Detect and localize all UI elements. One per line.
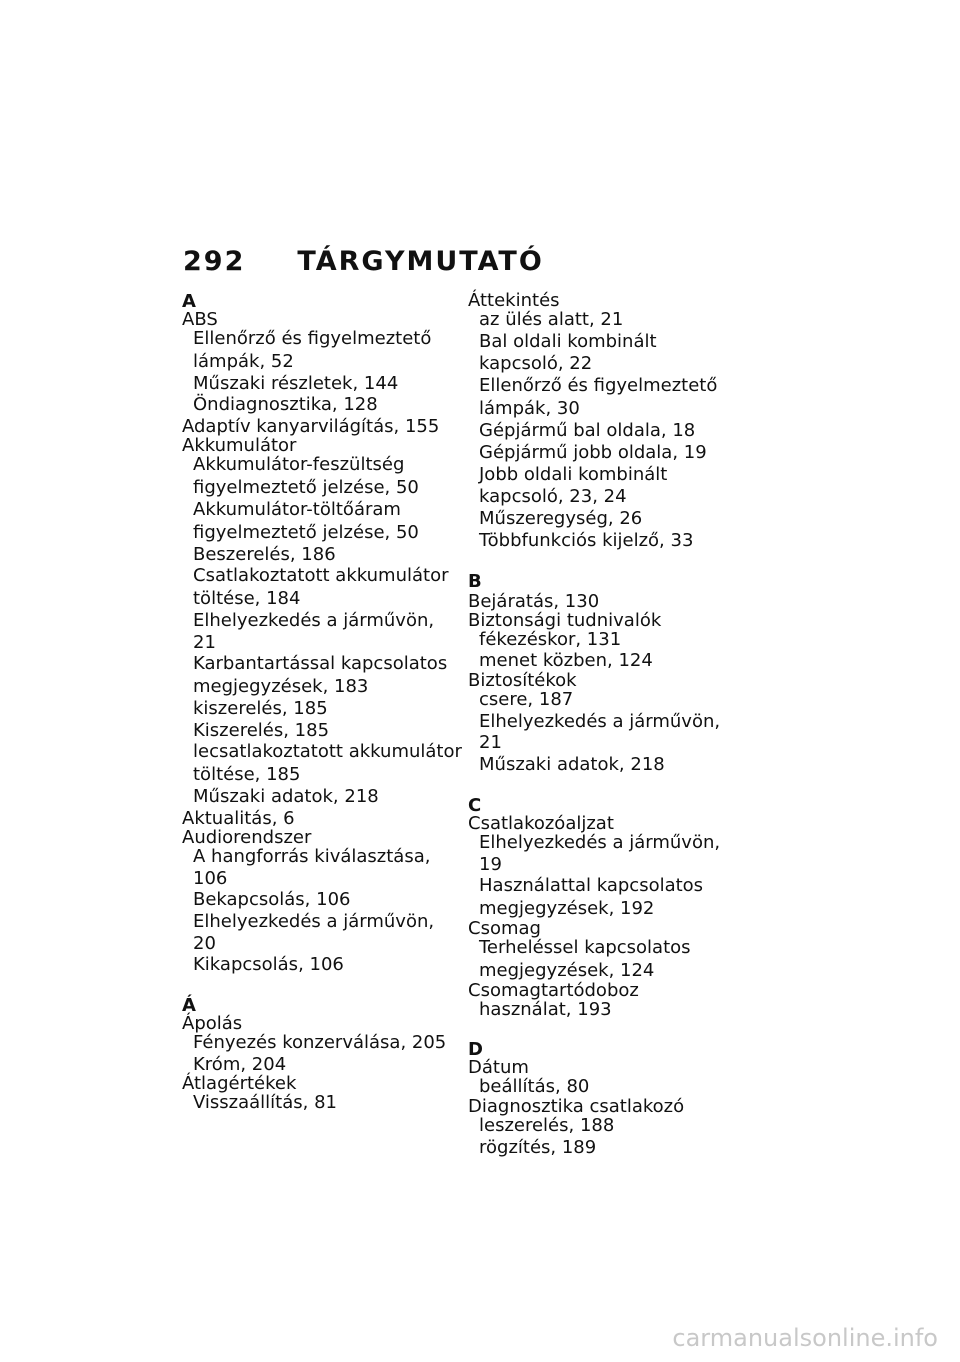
index-subentry: Műszeregység, 26 (479, 508, 643, 530)
index-subentry: lámpák, 52 (193, 350, 294, 372)
index-subentry: fékezéskor, 131 (479, 628, 622, 650)
index-subentry: leszerelés, 188 (479, 1115, 615, 1137)
index-term: Adaptív kanyarvilágítás, 155 (182, 416, 440, 438)
index-subentry: kapcsoló, 23, 24 (479, 486, 627, 508)
index-subentry: Ellenőrző és figyelmeztető (479, 375, 718, 397)
index-subentry: Akkumulátor-feszültség (193, 454, 405, 476)
index-subentry: figyelmeztető jelzése, 50 (193, 476, 419, 498)
index-term: Dátum (468, 1057, 529, 1079)
index-subentry: Gépjármű bal oldala, 18 (479, 420, 696, 442)
index-subentry: Kiszerelés, 185 (193, 719, 330, 741)
index-letter: C (468, 794, 482, 816)
index-subentry: A hangforrás kiválasztása, 106 (193, 845, 431, 889)
index-subentry: töltése, 185 (193, 764, 301, 786)
index-term: Biztosítékok (468, 670, 577, 692)
index-letter: A (182, 291, 196, 312)
index-term: Áttekintés (468, 290, 560, 311)
index-subentry: Gépjármű jobb oldala, 19 (479, 441, 707, 463)
index-subentry: kiszerelés, 185 (193, 698, 328, 720)
index-subentry: menet közben, 124 (479, 650, 653, 672)
index-subentry: Elhelyezkedés a járművön, 20 (193, 910, 435, 954)
index-subentry: Öndiagnosztika, 128 (193, 394, 378, 416)
index-subentry: Karbantartással kapcsolatos (193, 653, 448, 675)
watermark-text: carmanualsonline.info (672, 1324, 938, 1352)
index-subentry: használat, 193 (479, 998, 612, 1020)
index-term: Bejáratás, 130 (468, 590, 600, 612)
index-subentry: rögzítés, 189 (479, 1136, 597, 1158)
index-subentry: beállítás, 80 (479, 1076, 590, 1098)
index-term: Csomag (468, 917, 541, 939)
index-subentry: Beszerelés, 186 (193, 543, 336, 565)
index-subentry: Műszaki részletek, 144 (193, 372, 399, 394)
index-subentry: Akkumulátor-töltőáram (193, 498, 401, 520)
index-term: Biztonsági tudnivalók (468, 609, 662, 631)
index-subentry: Használattal kapcsolatos (479, 875, 704, 897)
index-subentry: kapcsoló, 22 (479, 353, 593, 375)
index-subentry: Bal oldali kombinált (479, 330, 657, 352)
index-term: Csatlakozóaljzat (468, 812, 614, 834)
page-header (183, 246, 544, 277)
index-subentry: Műszaki adatok, 218 (193, 786, 379, 808)
index-term: ABS (182, 309, 218, 330)
index-subentry: Elhelyezkedés a járművön, 21 (193, 609, 435, 653)
index-subentry: Ellenőrző és figyelmeztető (193, 328, 432, 349)
index-subentry: megjegyzések, 124 (479, 959, 655, 981)
index-subentry: megjegyzések, 183 (193, 676, 369, 698)
index-letter: D (468, 1039, 483, 1061)
index-subentry: Többfunkciós kijelző, 33 (479, 529, 694, 551)
index-subentry: Fényezés konzerválása, 205 (193, 1032, 447, 1054)
index-subentry: csere, 187 (479, 689, 574, 711)
index-subentry: Jobb oldali kombinált (479, 463, 668, 485)
index-term: Aktualitás, 6 (182, 807, 295, 829)
index-subentry: Bekapcsolás, 106 (193, 889, 351, 911)
index-subentry: az ülés alatt, 21 (479, 309, 624, 330)
index-subentry: lecsatlakoztatott akkumulátor (193, 741, 462, 763)
index-subentry: figyelmeztető jelzése, 50 (193, 521, 419, 543)
index-term: Csomagtartódoboz (468, 979, 639, 1001)
index-subentry: Elhelyezkedés a járművön, 21 (479, 710, 721, 754)
index-column-left (182, 292, 462, 1114)
page-number: 292 (183, 246, 246, 277)
index-letter: B (468, 570, 482, 592)
index-term: Átlagértékek (182, 1073, 297, 1095)
index-term: Audiorendszer (182, 826, 312, 848)
index-term: Ápolás (182, 1013, 243, 1035)
index-subentry: megjegyzések, 192 (479, 897, 655, 919)
index-letter: Á (182, 995, 196, 1017)
index-subentry: Csatlakoztatott akkumulátor (193, 565, 449, 587)
index-column-right (468, 292, 748, 1158)
index-subentry: Elhelyezkedés a járművön, 19 (479, 831, 721, 875)
index-subentry: Terheléssel kapcsolatos (479, 936, 691, 958)
page-title: TÁRGYMUTATÓ (297, 246, 544, 277)
index-term: Diagnosztika csatlakozó (468, 1096, 685, 1118)
index-subentry: Króm, 204 (193, 1053, 287, 1075)
index-subentry: Visszaállítás, 81 (193, 1092, 337, 1114)
index-subentry: lámpák, 30 (479, 398, 580, 420)
index-subentry: Kikapcsolás, 106 (193, 954, 344, 976)
index-subentry: töltése, 184 (193, 587, 301, 609)
index-subentry: Műszaki adatok, 218 (479, 754, 665, 776)
index-term: Akkumulátor (182, 435, 297, 457)
